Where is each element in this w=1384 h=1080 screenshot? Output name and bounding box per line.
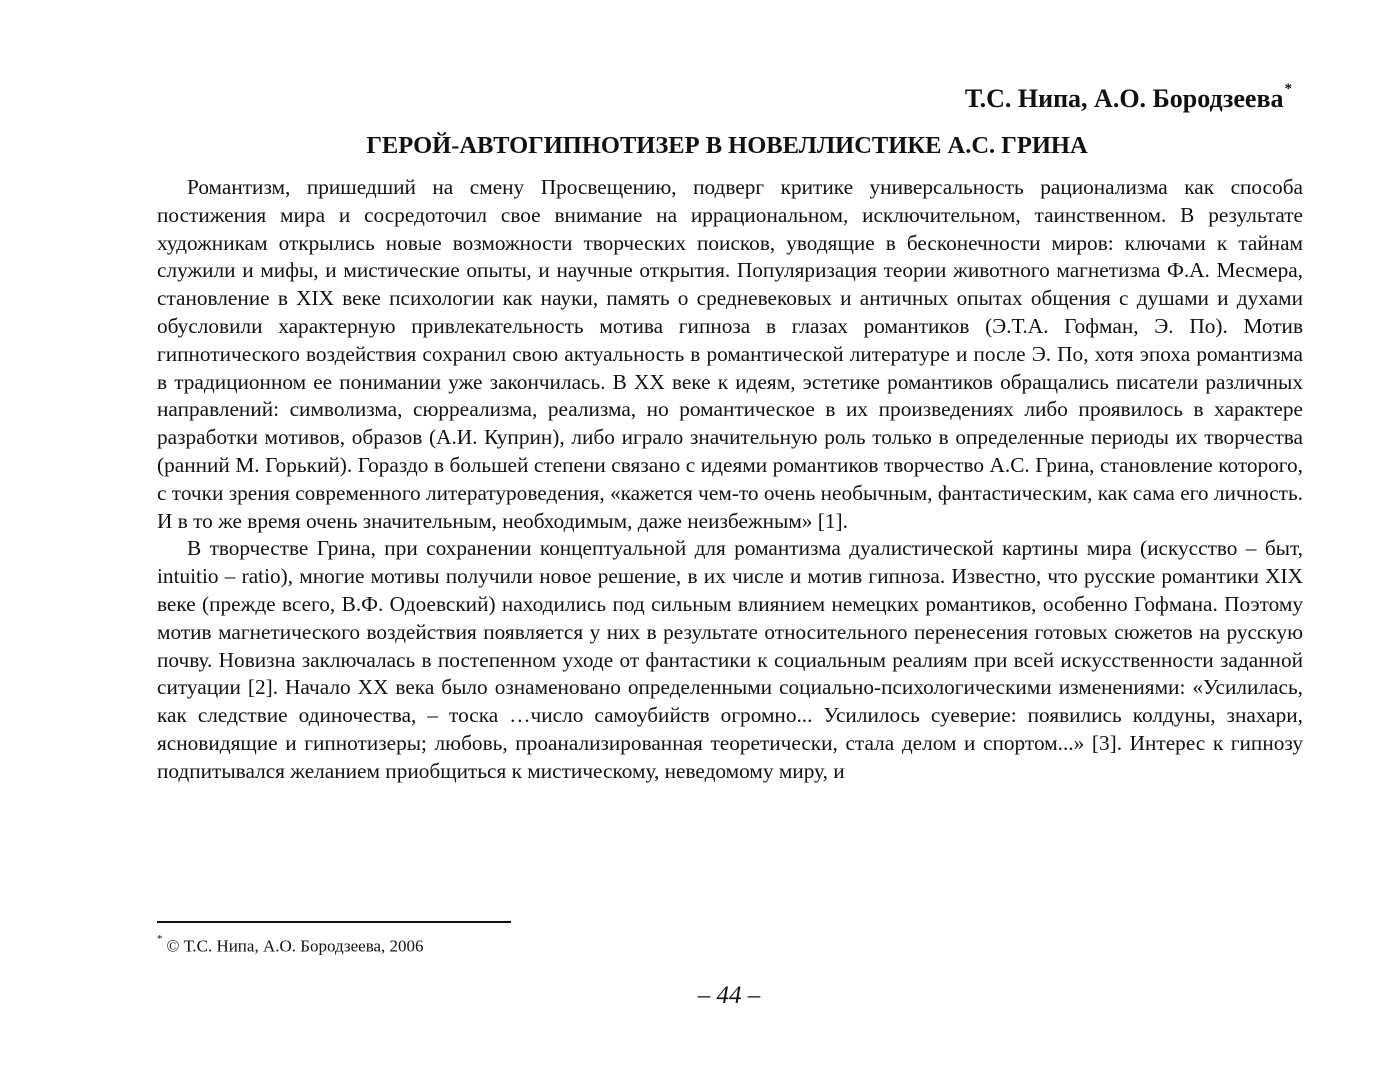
footnote-divider	[157, 921, 511, 923]
page-number: – 44 –	[697, 982, 761, 1009]
footnote-mark: *	[157, 933, 163, 945]
authors-footnote-mark: *	[1284, 81, 1292, 98]
paragraph-1: Романтизм, пришедший на смену Просвещению, подверг критике универсальность рационализма как способа постижения мира и сосредоточил свое внимание на иррациональном, исключительном, таинственном. В результате художникам открылись новые возможности творческих поисков, уводящие в бесконечности миров: ключами к тайнам служили и мифы, и мистические опыты, и научные открытия. Популяризация теории животного магнетизма Ф.А. Месмера, становление в XIX веке психологии как науки, память о средневековых и античных опытах общения с душами и духами обусловили характерную привлекательность мотива гипноза в глазах романтиков (Э.Т.А. Гофман, Э. По). Мотив гипнотического воздействия сохранил свою актуальность в романтической литературе и после Э. По, хотя эпоха романтизма в традиционном ее понимании уже закончилась. В XX веке к идеям, эстетике романтиков обращались писатели различных направлений: символизма, сюрреализма, реализма, но романтическое в их произведениях либо проявилось в характере разработки мотивов, образов (А.И. Куприн), либо играло значительную роль только в определенные периоды их творчества (ранний М. Горький). Гораздо в большей степени связано с идеями романтиков творчество А.С. Грина, становление которого, с точки зрения современного литературоведения, «кажется чем-то очень необычным, фантастическим, как сама его личность. И в то же время очень значительным, необходимым, даже неизбежным» [1].	[157, 175, 1303, 533]
footnote-text: © Т.С. Нипа, А.О. Бородзеева, 2006	[166, 936, 424, 956]
article-body	[157, 174, 1303, 786]
authors-line	[964, 81, 1292, 114]
footnote	[157, 933, 424, 957]
paragraph-2: В творчестве Грина, при сохранении концептуальной для романтизма дуалистической картины мира (искусство – быт, intuitio – ratio), многие мотивы получили новое решение, в их числе и мотив гипноза. Известно, что русские романтики XIX веке (прежде всего, В.Ф. Одоевский) находились под сильным влиянием немецких романтиков, особенно Гофмана. Поэтому мотив магнетического воздействия появляется у них в результате относительного перенесения готовых сюжетов на русскую почву. Новизна заключалась в постепенном уходе от фантастики к социальным реалиям при всей искусственности заданной ситуации [2]. Начало XX века было ознаменовано определенными социально-психологическими изменениями: «Усилилась, как следствие одиночества, – тоска …число самоубийств огромно... Усилилось суеверие: появились колдуны, знахари, ясновидящие и гипнотизеры; любовь, проанализированная теоретически, стала делом и спортом...» [3]. Интерес к гипнозу подпитывался желанием приобщиться к мистическому, неведомому миру, и	[157, 536, 1303, 783]
authors-names: Т.С. Нипа, А.О. Бородзеева	[964, 84, 1284, 113]
article-title: ГЕРОЙ-АВТОГИПНОТИЗЕР В НОВЕЛЛИСТИКЕ А.С. ГРИНА	[366, 132, 1088, 159]
